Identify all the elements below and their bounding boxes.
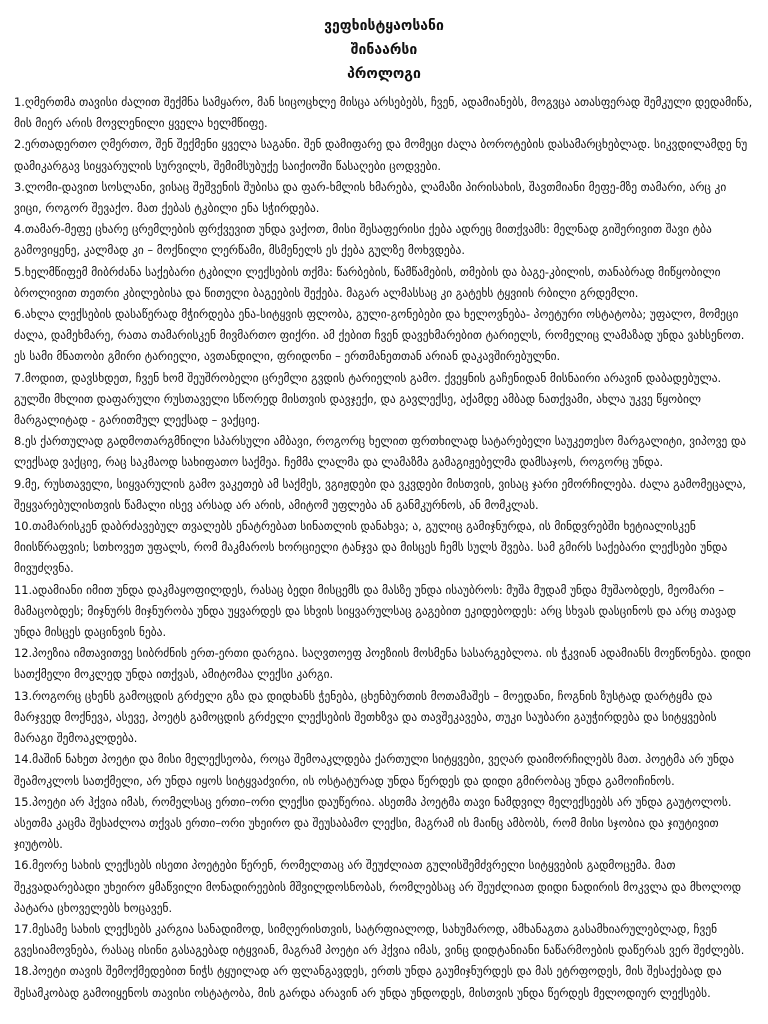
paragraph-6: 6.ახლა ლექსების დასაწერად მჭირდება ენა-სიტყვის ფლობა, გული-გონებები და ხელოვნება- პოეტური ოსტატობა; უფალო, მომეცი ძალა, დამეხმარე, რათა თამარისკენ მივმართო ფიქრი. ამ ქებით ჩვენ დავეხმარებით ტარიელს, რომელიც ლამაზად უნდა ვახსენოთ. ეს სამი მნათობი გმირი ტარიელი, ავთანდილი, ფრიდონი – ერთმანეთთან არიან დაკავშირებულნი. xyxy=(14,307,745,364)
paragraph-11: 11.ადამიანი იმით უნდა დაკმაყოფილდეს, რასაც ბედი მისცემს და მასზე უნდა ისაუბროს: მუშა მუდამ უნდა მუშაობდეს, მეომარი – მამაცობდეს; მიჯნურს მიჯნურობა უნდა უყვარდეს და სხვის სიყვარულსაც გაგებით ეკიდებოდეს: არც სხვას დასცინოს და არც თავად უნდა მისცეს დაცინვის ნება. xyxy=(14,582,737,640)
paragraph-10: 10.თამარისკენ დაბრძავებულ თვალებს ენატრებათ სინათლის დანახვა; ა, გულიც გამიჯნურდა, ის მინდვრებში ხეტიალისკენ მიისწრაფვის; სთხოვეთ უფალს, რომ მაკმაროს ხორციელი ტანჯვა და მისცეს ჩემს სულს შვება. სამ გმირს საქებარი ლექსები უნდა მივუძღვნა. xyxy=(14,519,728,576)
paragraph-4: 4.თამარ-მეფე ცხარე ცრემლების ფრქვევით უნდა ვაქოთ, მისი შესაფერისი ქება ადრეც მითქვამს: მელნად გიშერივით შავი ტბა გამოვიყენე, კალმად კი – მოქნილი ლერწამი, მსმენელს ეს ქება გულზე მოხვდება. xyxy=(14,222,712,258)
section-title: პროლოგი xyxy=(347,66,421,82)
paragraph-14: 14.მაშინ ნახეთ პოეტი და მისი მელექსეობა, როცა შემოაკლდება ქართული სიტყვები, ვეღარ დაიმორჩილებს მათ. პოეტმა არ უნდა შეამოკლოს სათქმელი, არ უნდა იყოს სიტყვაძვირი, ის ოსტატურად უნდა წერდეს და დიდი გმირობაც უნდა გამოიჩინოს. xyxy=(14,752,735,788)
paragraph-3: 3.ლომი-დავით სოსლანი, ვისაც შეშვენის შუბისა და ფარ-ხმლის ხმარება, ლამაზი პირისახის, შავთმიანი მეფე-მზე თამარი, არც კი ვიცი, როგორ შევაქო. მათ ქებას ტკბილი ენა სჭირდება. xyxy=(14,179,727,216)
document-body xyxy=(14,92,754,1004)
paragraph-15: 15.პოეტი არ ჰქვია იმას, რომელსაც ერთი–ორი ლექსი დაუწერია. ასეთმა პოეტმა თავი ნამდვილ მელექსეებს არ უნდა გაუტოლოს. ასეთმა კაცმა შესაძლოა თქვას ერთი–ორი უხეირო და შეუსაბამო ლექსი, მაგრამ ის მაინც ამბობს, რომ მისი სჯობია და ჯიუტივით ჯიუტობს. xyxy=(14,794,732,852)
paragraph-9: 9.მე, რუსთაველი, სიყვარულის გამო ვაკეთებ ამ საქმეს, ვგიჟდები და ვკვდები მისთვის, ვისაც ჯარი ემორჩილება. ძალა გამომეცალა, შეყვარებულისთვის წამალი ისევ არსად არ არის, ამიტომ უფლება ან განმკურნოს, ან მომკლას. xyxy=(14,476,747,512)
document-header xyxy=(14,14,754,86)
paragraph-7: 7.მოდით, დავსხდეთ, ჩვენ ხომ შეუშრობელი ცრემლი გვდის ტარიელის გამო. ქვეყნის გაჩენიდან მისნაირი არავინ დაბადებულა. გულში მხლით დაფარული რუსთაველი სწორედ მისთვის დავჯექი, და გავლექსე, აქამდე ამბად ნათქვამი, ახლა უკვე წყობილ მარგალიტად - გარითმულ ლექსად – ვაქციე. xyxy=(14,370,722,428)
document-subtitle: შინაარსი xyxy=(350,42,418,58)
paragraph-5: 5.ხელმწიფემ მიბრძანა საქებარი ტკბილი ლექსების თქმა: წარბების, წამწამების, თმების და ბაგე-კბილის, თანაბრად მიწყობილი ბროლივით თეთრი კბილებისა და წითელი ბაგეების შექება. მაგარ ალმასსაც კი გატეხს ტყვიის რბილი გრდემლი. xyxy=(14,264,721,300)
paragraph-8: 8.ეს ქართულად გადმოთარგმნილი სპარსული ამბავი, როგორც ხელით ფრთხილად სატარებელი საუკეთესო მარგალიტი, ვიპოვე და ლექსად ვაქციე, რაც საკმაოდ სახიფათო საქმეა. ჩემმა ლალმა და ლამაზმა გამაგიჟებელმა დამსაჯოს, როგორც უნდა. xyxy=(14,434,747,470)
paragraph-2: 2.ერთადერთო ღმერთო, შენ შექმენი ყველა საგანი. შენ დამიფარე და მომეცი ძალა ბოროტების დასამარცხებლად. სიკვდილამდე ნუ დამიკარგავ სიყვარულის სურვილს, შემიმსუბუქე საიქიოში წასაღები ცოდვები. xyxy=(14,137,748,173)
paragraph-17: 17.მესამე სახის ლექსებს კარგია სანადიმოდ, სიმღერისთვის, სატრფიალოდ, სახუმაროდ, ამხანაგთა გასამხიარულებლად, ჩვენ გვესიამოვნება, რასაც ისინი გასაგებად იტყვიან, მაგრამ პოეტი არ ჰქვია იმას, ვინც დიდტანიანი ნაწარმოების დაწერას ვერ შეძლებს. xyxy=(14,921,745,958)
paragraph-13: 13.როგორც ცხენს გამოცდის გრძელი გზა და დიდხანს ჭენება, ცხენბურთის მოთამაშეს – მოედანი, ჩოგნის ზუსტად დარტყმა და მარჯვედ მოქნევა, ასევე, პოეტს გამოცდის გრძელი ლექსების შეთხზვა და თავშეკავება, თუკი საუბარი გაუჭირდება და სიტყვების მარაგი შემოაკლდება. xyxy=(14,688,717,746)
paragraph-18: 18.პოეტი თავის შემოქმედებით ნიჭს ტყუილად არ ფლანგავდეს, ერთს უნდა გაუმიჯნურდეს და მას ეტრფოდეს, მის შესაქებად და შესამკობად გამოიყენოს თავისი ოსტატობა, მის გარდა არავინ არ უნდა უნდოდეს, მისთვის უნდა წერდეს მელოდიურ ლექსებს. xyxy=(14,964,722,1000)
document-title: ვეფხისტყაოსანი xyxy=(324,18,444,34)
paragraph-1: 1.ღმერთმა თავისი ძალით შექმნა სამყარო, მან სიცოცხლე მისცა არსებებს, ჩვენ, ადამიანებს, მოგვცა ათასფერად შემკული დედამიწა, მის მიერ არის მოვლენილი ყველა ხელმწიფე. xyxy=(14,95,753,131)
paragraph-12: 12.პოეზია იმთავითვე სიბრძნის ერთ-ერთი დარგია. საღვთოეფ პოეზიის მოსმენა სასარგებლოა. ის ჭკვიან ადამიანს მოეწონება. დიდი სათქმელი მოკლედ უნდა ითქვას, ამიტომაა ლექსი კარგი. xyxy=(14,646,751,682)
paragraph-16: 16.მეორე სახის ლექსებს ისეთი პოეტები წერენ, რომელთაც არ შეუძლიათ გულისშემძვრელი სიტყვების გადმოცემა. მათ შეკვადარებადი უხეირო ყმაწვილი მონადირეების მშვილდოსნობას, რომლებსაც არ შეუძლიათ დიდი ნადირის მოკვლა და მხოლოდ პატარა ცხოველებს ხოცავენ. xyxy=(14,858,742,915)
